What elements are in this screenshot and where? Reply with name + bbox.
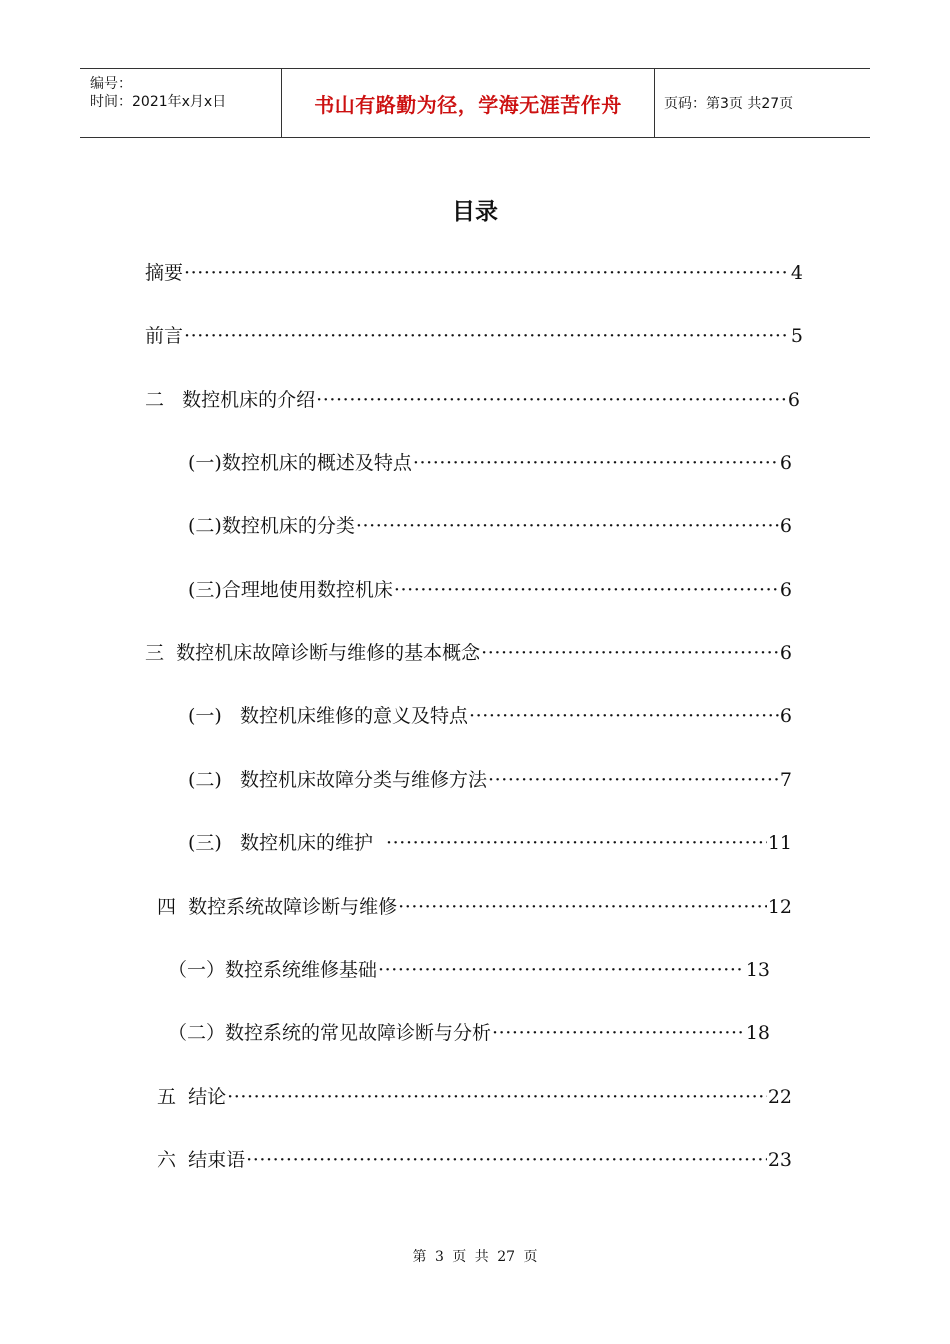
toc-entry-page: 7 <box>779 769 792 791</box>
toc-entry-page: 6 <box>779 642 792 664</box>
header-meta-cell <box>80 69 282 137</box>
toc-leader-dots <box>469 701 779 731</box>
toc-entry-label: (二) 数控机床故障分类与维修方法 <box>188 769 487 791</box>
toc-entry-label: 四 数控系统故障诊断与维修 <box>157 896 398 918</box>
toc-leader-dots <box>356 511 779 541</box>
document-number-label: 编号： <box>90 76 132 92</box>
toc-entry-label: 二 数控机床的介绍 <box>145 389 316 411</box>
toc-leader-dots <box>184 321 790 351</box>
toc-entry-label: (一) 数控机床维修的意义及特点 <box>188 705 468 727</box>
toc-entry-label: 五 结论 <box>157 1086 227 1108</box>
toc-leader-dots <box>227 1082 767 1112</box>
toc-leader-dots <box>386 828 767 858</box>
toc-entry-page: 6 <box>779 705 792 727</box>
toc-entry-page: 4 <box>790 262 803 284</box>
toc-entry-page: 22 <box>767 1086 792 1108</box>
toc-entry-page: 13 <box>745 959 770 981</box>
toc-leader-dots <box>488 765 779 795</box>
toc-entry-page: 23 <box>767 1149 792 1171</box>
toc-entry[interactable] <box>188 765 792 795</box>
toc-entry-label: (二)数控机床的分类 <box>188 515 355 537</box>
toc-entry-label: （一）数控系统维修基础 <box>168 959 378 981</box>
toc-leader-dots <box>316 385 787 415</box>
toc-entry-label: (三)合理地使用数控机床 <box>188 579 393 601</box>
page-footer: 第 3 页 共 27 页 <box>412 1249 538 1265</box>
toc-entry-page: 12 <box>767 896 792 918</box>
toc-entry-label: 摘要 <box>145 262 184 284</box>
toc-entry[interactable] <box>188 828 792 858</box>
toc-entry[interactable] <box>188 448 792 478</box>
toc-leader-dots <box>398 892 767 922</box>
toc-entry[interactable] <box>145 385 800 415</box>
document-date: 时间：2021年x月x日 <box>90 94 227 110</box>
toc-entry[interactable] <box>188 701 792 731</box>
toc-entry-page: 5 <box>790 325 803 347</box>
toc-leader-dots <box>184 258 790 288</box>
toc-entry-label: (一)数控机床的概述及特点 <box>188 452 412 474</box>
toc-entry[interactable] <box>145 258 803 288</box>
toc-entry[interactable] <box>157 892 792 922</box>
toc-entry-label: 前言 <box>145 325 184 347</box>
toc-entry-page: 6 <box>779 515 792 537</box>
toc-entry[interactable] <box>157 1145 792 1175</box>
toc-leader-dots <box>246 1145 767 1175</box>
toc-leader-dots <box>394 575 779 605</box>
page-header <box>80 68 870 138</box>
toc-entry[interactable] <box>188 511 792 541</box>
toc-entry[interactable] <box>145 638 792 668</box>
header-page-info: 页码：第3页 共27页 <box>664 96 794 112</box>
toc-entry-label: 三 数控机床故障诊断与维修的基本概念 <box>145 642 481 664</box>
toc-leader-dots <box>378 955 745 985</box>
toc-entry[interactable] <box>188 575 792 605</box>
toc-leader-dots <box>492 1018 745 1048</box>
toc-entry[interactable] <box>168 1018 770 1048</box>
toc-entry-page: 18 <box>745 1022 770 1044</box>
toc-title: 目录 <box>452 199 498 225</box>
toc-entry-label: （二）数控系统的常见故障诊断与分析 <box>168 1022 492 1044</box>
toc-entry[interactable] <box>157 1082 792 1112</box>
toc-entry-page: 6 <box>787 389 800 411</box>
toc-entry-page: 6 <box>779 579 792 601</box>
toc-leader-dots <box>413 448 779 478</box>
toc-leader-dots <box>481 638 779 668</box>
toc-entry-label: 六 结束语 <box>157 1149 246 1171</box>
toc-entry-label: (三) 数控机床的维护 <box>188 832 386 854</box>
toc-entry[interactable] <box>168 955 770 985</box>
toc-entry-page: 11 <box>767 832 792 854</box>
header-motto: 书山有路勤为径，学海无涯苦作舟 <box>314 92 622 117</box>
header-motto-cell <box>282 69 655 137</box>
toc-entry-page: 6 <box>779 452 792 474</box>
toc-entry[interactable] <box>145 321 803 351</box>
